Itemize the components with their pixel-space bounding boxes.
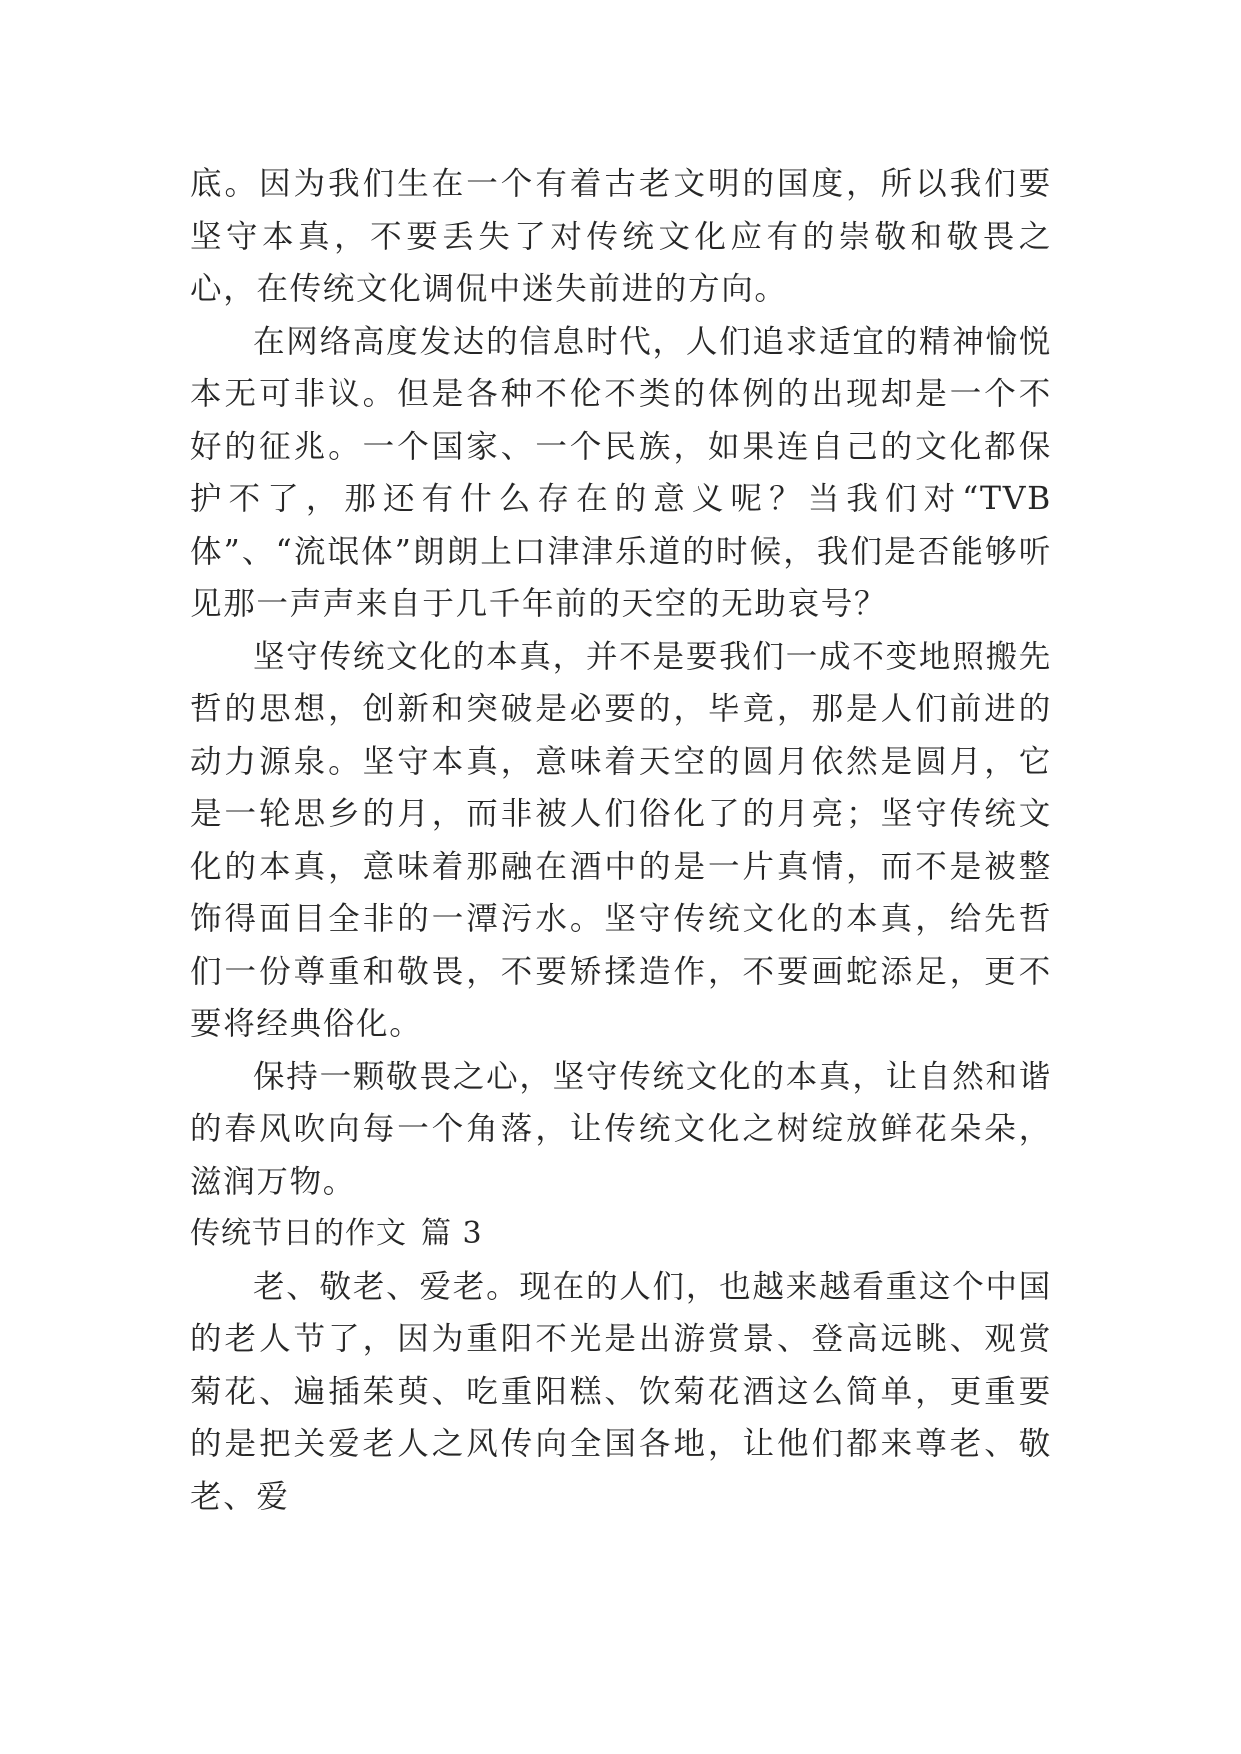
paragraph-chongyang: 老、敬老、爱老。现在的人们，也越来越看重这个中国的老人节了，因为重阳不光是出游赏景、登高远眺、观赏菊花、遍插茱萸、吃重阳糕、饮菊花酒这么简单，更重要的是把关爱老人之风传向全国各地，让他们都来尊老、敬老、爱 <box>190 1268 1052 1515</box>
section-heading <box>190 1208 1052 1261</box>
section-number: 篇 3 <box>421 1216 483 1251</box>
paragraph-keep-true: 坚守传统文化的本真，并不是要我们一成不变地照搬先哲的思想，创新和突破是必要的，毕竟，那是人们前进的动力源泉。坚守本真，意味着天空的圆月依然是圆月，它是一轮思乡的月，而非被人们俗化了的月亮；坚守传统文化的本真，意味着那融在酒中的是一片真情，而不是被整饰得面目全非的一潭污水。坚守传统文化的本真，给先哲们一份尊重和敬畏，不要矫揉造作，不要画蛇添足，更不要将经典俗化。 <box>190 638 1052 1042</box>
paragraph-continued: 底。因为我们生在一个有着古老文明的国度，所以我们要坚守本真，不要丢失了对传统文化应有的崇敬和敬畏之心，在传统文化调侃中迷失前进的方向。 <box>190 166 1052 307</box>
paragraph-conclusion: 保持一颗敬畏之心，坚守传统文化的本真，让自然和谐的春风吹向每一个角落，让传统文化之树绽放鲜花朵朵，滋润万物。 <box>190 1058 1052 1200</box>
paragraph-network-era: 在网络高度发达的信息时代，人们追求适宜的精神愉悦本无可非议。但是各种不伦不类的体例的出现却是一个不好的征兆。一个国家、一个民族，如果连自己的文化都保护不了，那还有什么存在的意义呢？当我们对“TVB 体”、“流氓体”朗朗上口津津乐道的时候，我们是否能够听见那一声声来自于几千年前的天空的无助哀号？ <box>190 323 1052 622</box>
section-title: 传统节日的作文 <box>190 1216 407 1251</box>
document-body <box>190 158 1052 1523</box>
